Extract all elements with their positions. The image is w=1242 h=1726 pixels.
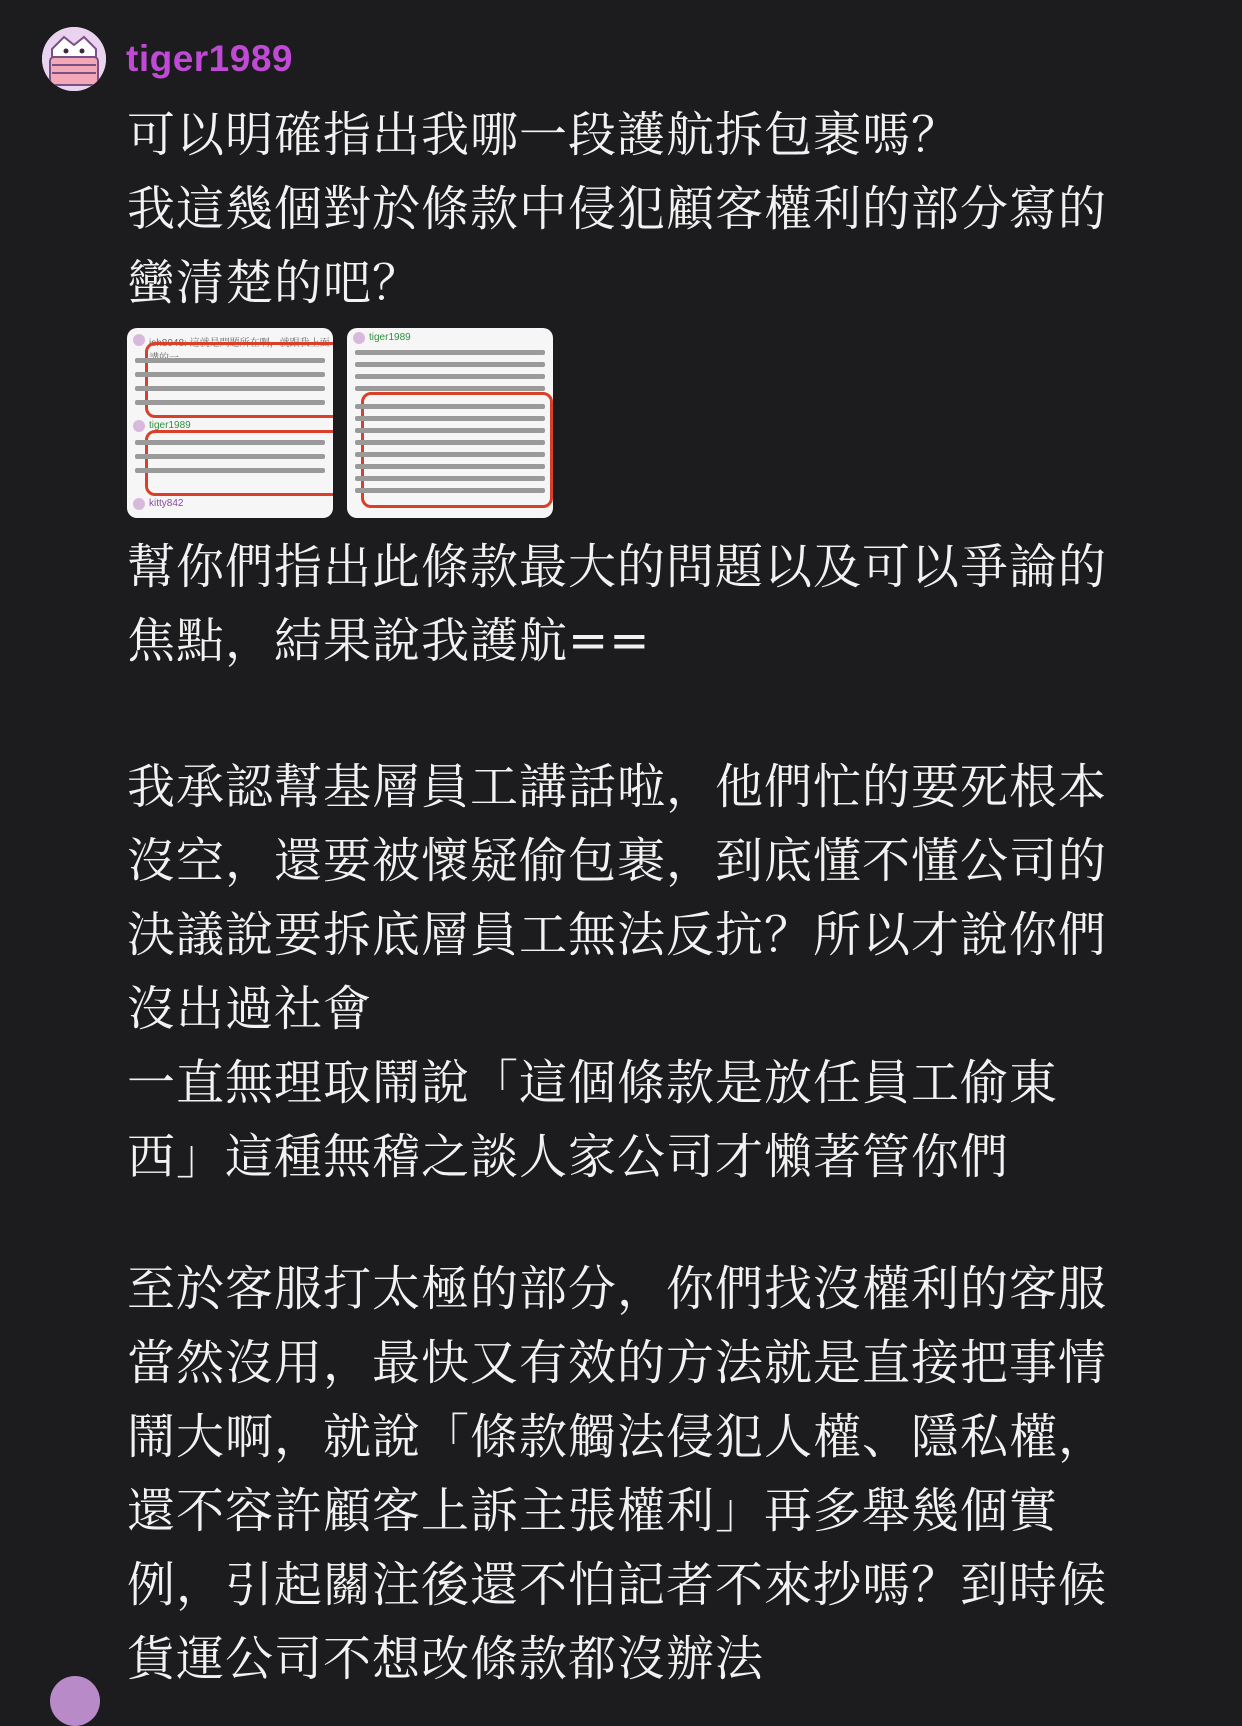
thumb-label: ish8048: 這就是問題所在啊，就跟我上面 [149,338,330,349]
text-line-placeholder [355,374,545,379]
text-line-placeholder [355,362,545,367]
text-line: 沒出過社會 [127,981,373,1037]
highlight-box [145,342,333,418]
text-line: 我這幾個對於條款中侵犯顧客權利的部分寫的 [127,181,1108,237]
text-line: 貨運公司不想改條款都沒辦法 [127,1631,765,1687]
text-line-placeholder [355,452,545,457]
masked-character-avatar-icon [42,27,106,91]
text-line: 可以明確指出我哪一段護航拆包裹嗎？ [127,107,961,163]
text-line: 西」這種無稽之談人家公司才懶著管你們 [127,1129,1010,1185]
image-thumbnail-2[interactable] [347,328,553,518]
thumb-label: tiger1989 [369,332,411,343]
text-line: 例，引起關注後還不怕記者不來抄嗎？到時候 [127,1557,1108,1613]
thumb-label: kitty842 [149,498,184,509]
avatar[interactable] [42,27,106,91]
text-line-placeholder [355,386,545,391]
text-line-placeholder [355,350,545,355]
thumb-avatar-icon [133,420,145,432]
text-line: 焦點，結果說我護航== [127,613,651,669]
text-line-placeholder [135,358,325,363]
comment-post [42,26,1202,1696]
text-line: 我承認幫基層員工講話啦，他們忙的要死根本 [127,759,1108,815]
text-line-placeholder [135,400,325,405]
text-line: 決議說要拆底層員工無法反抗？所以才說你們 [127,907,1108,963]
next-comment-avatar[interactable] [50,1676,100,1726]
image-thumbnail-1[interactable] [127,328,333,518]
text-line-placeholder [135,386,325,391]
text-line: 沒空，還要被懷疑偷包裹，到底懂不懂公司的 [127,833,1108,889]
comment-header [42,26,1202,92]
text-line-placeholder [135,372,325,377]
text-line: 一直無理取鬧說「這個條款是放任員工偷東 [127,1055,1059,1111]
text-line: 至於客服打太極的部分，你們找沒權利的客服 [127,1261,1108,1317]
text-line: 蠻清楚的吧？ [127,255,422,311]
text-line-placeholder [135,468,325,473]
text-line-placeholder [355,464,545,469]
paragraph-3 [127,750,1187,1194]
thumb-avatar-icon [133,334,145,346]
text-line-placeholder [135,454,325,459]
paragraph-2 [127,530,1187,678]
text-line-placeholder [355,440,545,445]
text-line-placeholder [355,404,545,409]
text-line-placeholder [355,428,545,433]
text-line: 幫你們指出此條款最大的問題以及可以爭論的 [127,539,1108,595]
username[interactable]: tiger1989 [126,38,293,79]
paragraph-spacer [127,1194,1187,1252]
thumb-avatar-icon [133,498,145,510]
text-line-placeholder [135,440,325,445]
paragraph-spacer [127,678,1187,750]
text-line: 鬧大啊，就說「條款觸法侵犯人權、隱私權， [127,1409,1108,1465]
text-line-placeholder [355,476,545,481]
paragraph-1 [127,98,1187,320]
image-attachments [127,328,1187,520]
text-line-placeholder [355,488,545,493]
text-line: 當然沒用，最快又有效的方法就是直接把事情 [127,1335,1108,1391]
thumb-label: tiger1989 [149,420,191,431]
text-line-placeholder [355,416,545,421]
paragraph-4 [127,1252,1187,1696]
comment-body [127,98,1187,1696]
text-line: 還不容許顧客上訴主張權利」再多舉幾個實 [127,1483,1059,1539]
thumb-avatar-icon [353,332,365,344]
